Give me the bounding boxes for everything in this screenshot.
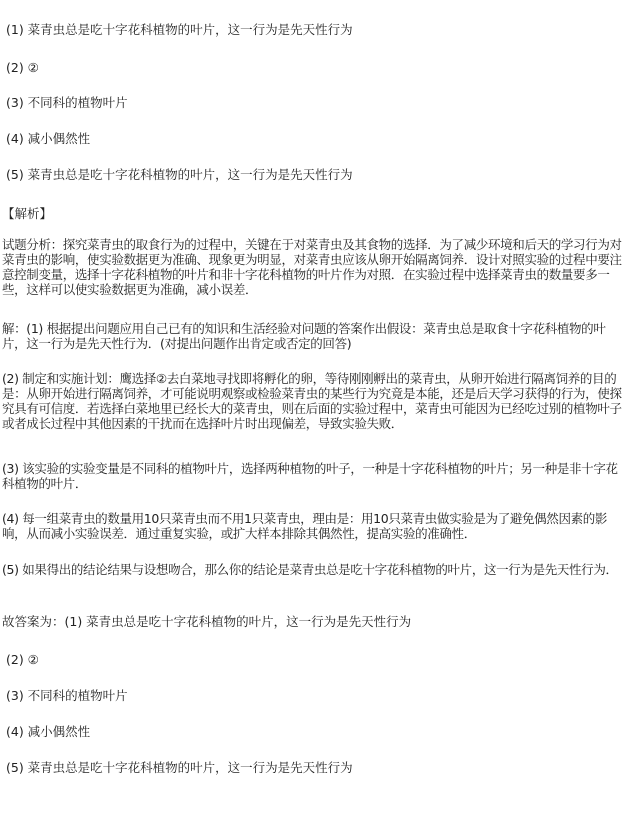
final-answer-3: (3) 不同科的植物叶片 <box>6 688 128 703</box>
analysis-paragraph-2: (2) 制定和实施计划：鹰选择②去白菜地寻找即将孵化的卵，等待刚刚孵出的菜青虫，从卵开始进行隔离饲养的目的是：从卵开始进行隔离饲养，才可能说明观察或检验菜青虫的某些行为究竟是本能，还是后天学习获得的行为，使探究具有可信度．若选择白菜地里已经长大的菜青虫，则在后面的实验过程中，菜青虫可能因为已经吃过别的植物叶子或者成长过程中其他因素的干扰而在选择叶片时出现偏差，导致实验失败． <box>2 371 622 431</box>
answer-intro-line: 故答案为：(1) 菜青虫总是吃十字花科植物的叶片，这一行为是先天性行为 <box>2 614 412 629</box>
analysis-paragraph-5: (5) 如果得出的结论结果与设想吻合，那么你的结论是菜青虫总是吃十字花科植物的叶片，这一行为是先天性行为． <box>2 562 618 577</box>
analysis-paragraph-overview: 试题分析：探究菜青虫的取食行为的过程中，关键在于对菜青虫及其食物的选择．为了减少环境和后天的学习行为对菜青虫的影响，使实验数据更为准确、现象更为明显，对菜青虫应该从卵开始隔离饲养．设计对照实验的过程中要注意控制变量，选择十字花科植物的叶片和非十字花科植物的叶片作为对照．在实验过程中选择菜青虫的数量要多一些，这样可以使实验数据更为准确，减小误差． <box>2 237 622 297</box>
analysis-paragraph-1: 解：(1) 根据提出问题应用自己已有的知识和生活经验对问题的答案作出假设：菜青虫总是取食十字花科植物的叶片，这一行为是先天性行为．(对提出问题作出肯定或否定的回答) <box>2 321 606 351</box>
final-answer-5: (5) 菜青虫总是吃十字花科植物的叶片，这一行为是先天性行为 <box>6 760 353 775</box>
analysis-paragraph-4: (4) 每一组菜青虫的数量用10只菜青虫而不用1只菜青虫，理由是：用10只菜青虫做实验是为了避免偶然因素的影响，从而减小实验误差．通过重复实验，或扩大样本排除其偶然性，提高实验的准确性． <box>2 511 608 541</box>
answer-1: (1) 菜青虫总是吃十字花科植物的叶片，这一行为是先天性行为 <box>6 22 353 37</box>
analysis-paragraph-3: (3) 该实验的实验变量是不同科的植物叶片，选择两种植物的叶子，一种是十字花科植物的叶片；另一种是非十字花科植物的叶片． <box>2 461 618 491</box>
final-answer-2: (2) ② <box>6 652 39 667</box>
final-answer-4: (4) 减小偶然性 <box>6 724 91 739</box>
answer-5: (5) 菜青虫总是吃十字花科植物的叶片，这一行为是先天性行为 <box>6 167 353 182</box>
answer-3: (3) 不同科的植物叶片 <box>6 95 128 110</box>
answer-4: (4) 减小偶然性 <box>6 131 91 146</box>
analysis-heading: 【解析】 <box>2 206 53 221</box>
answer-2: (2) ② <box>6 60 39 75</box>
